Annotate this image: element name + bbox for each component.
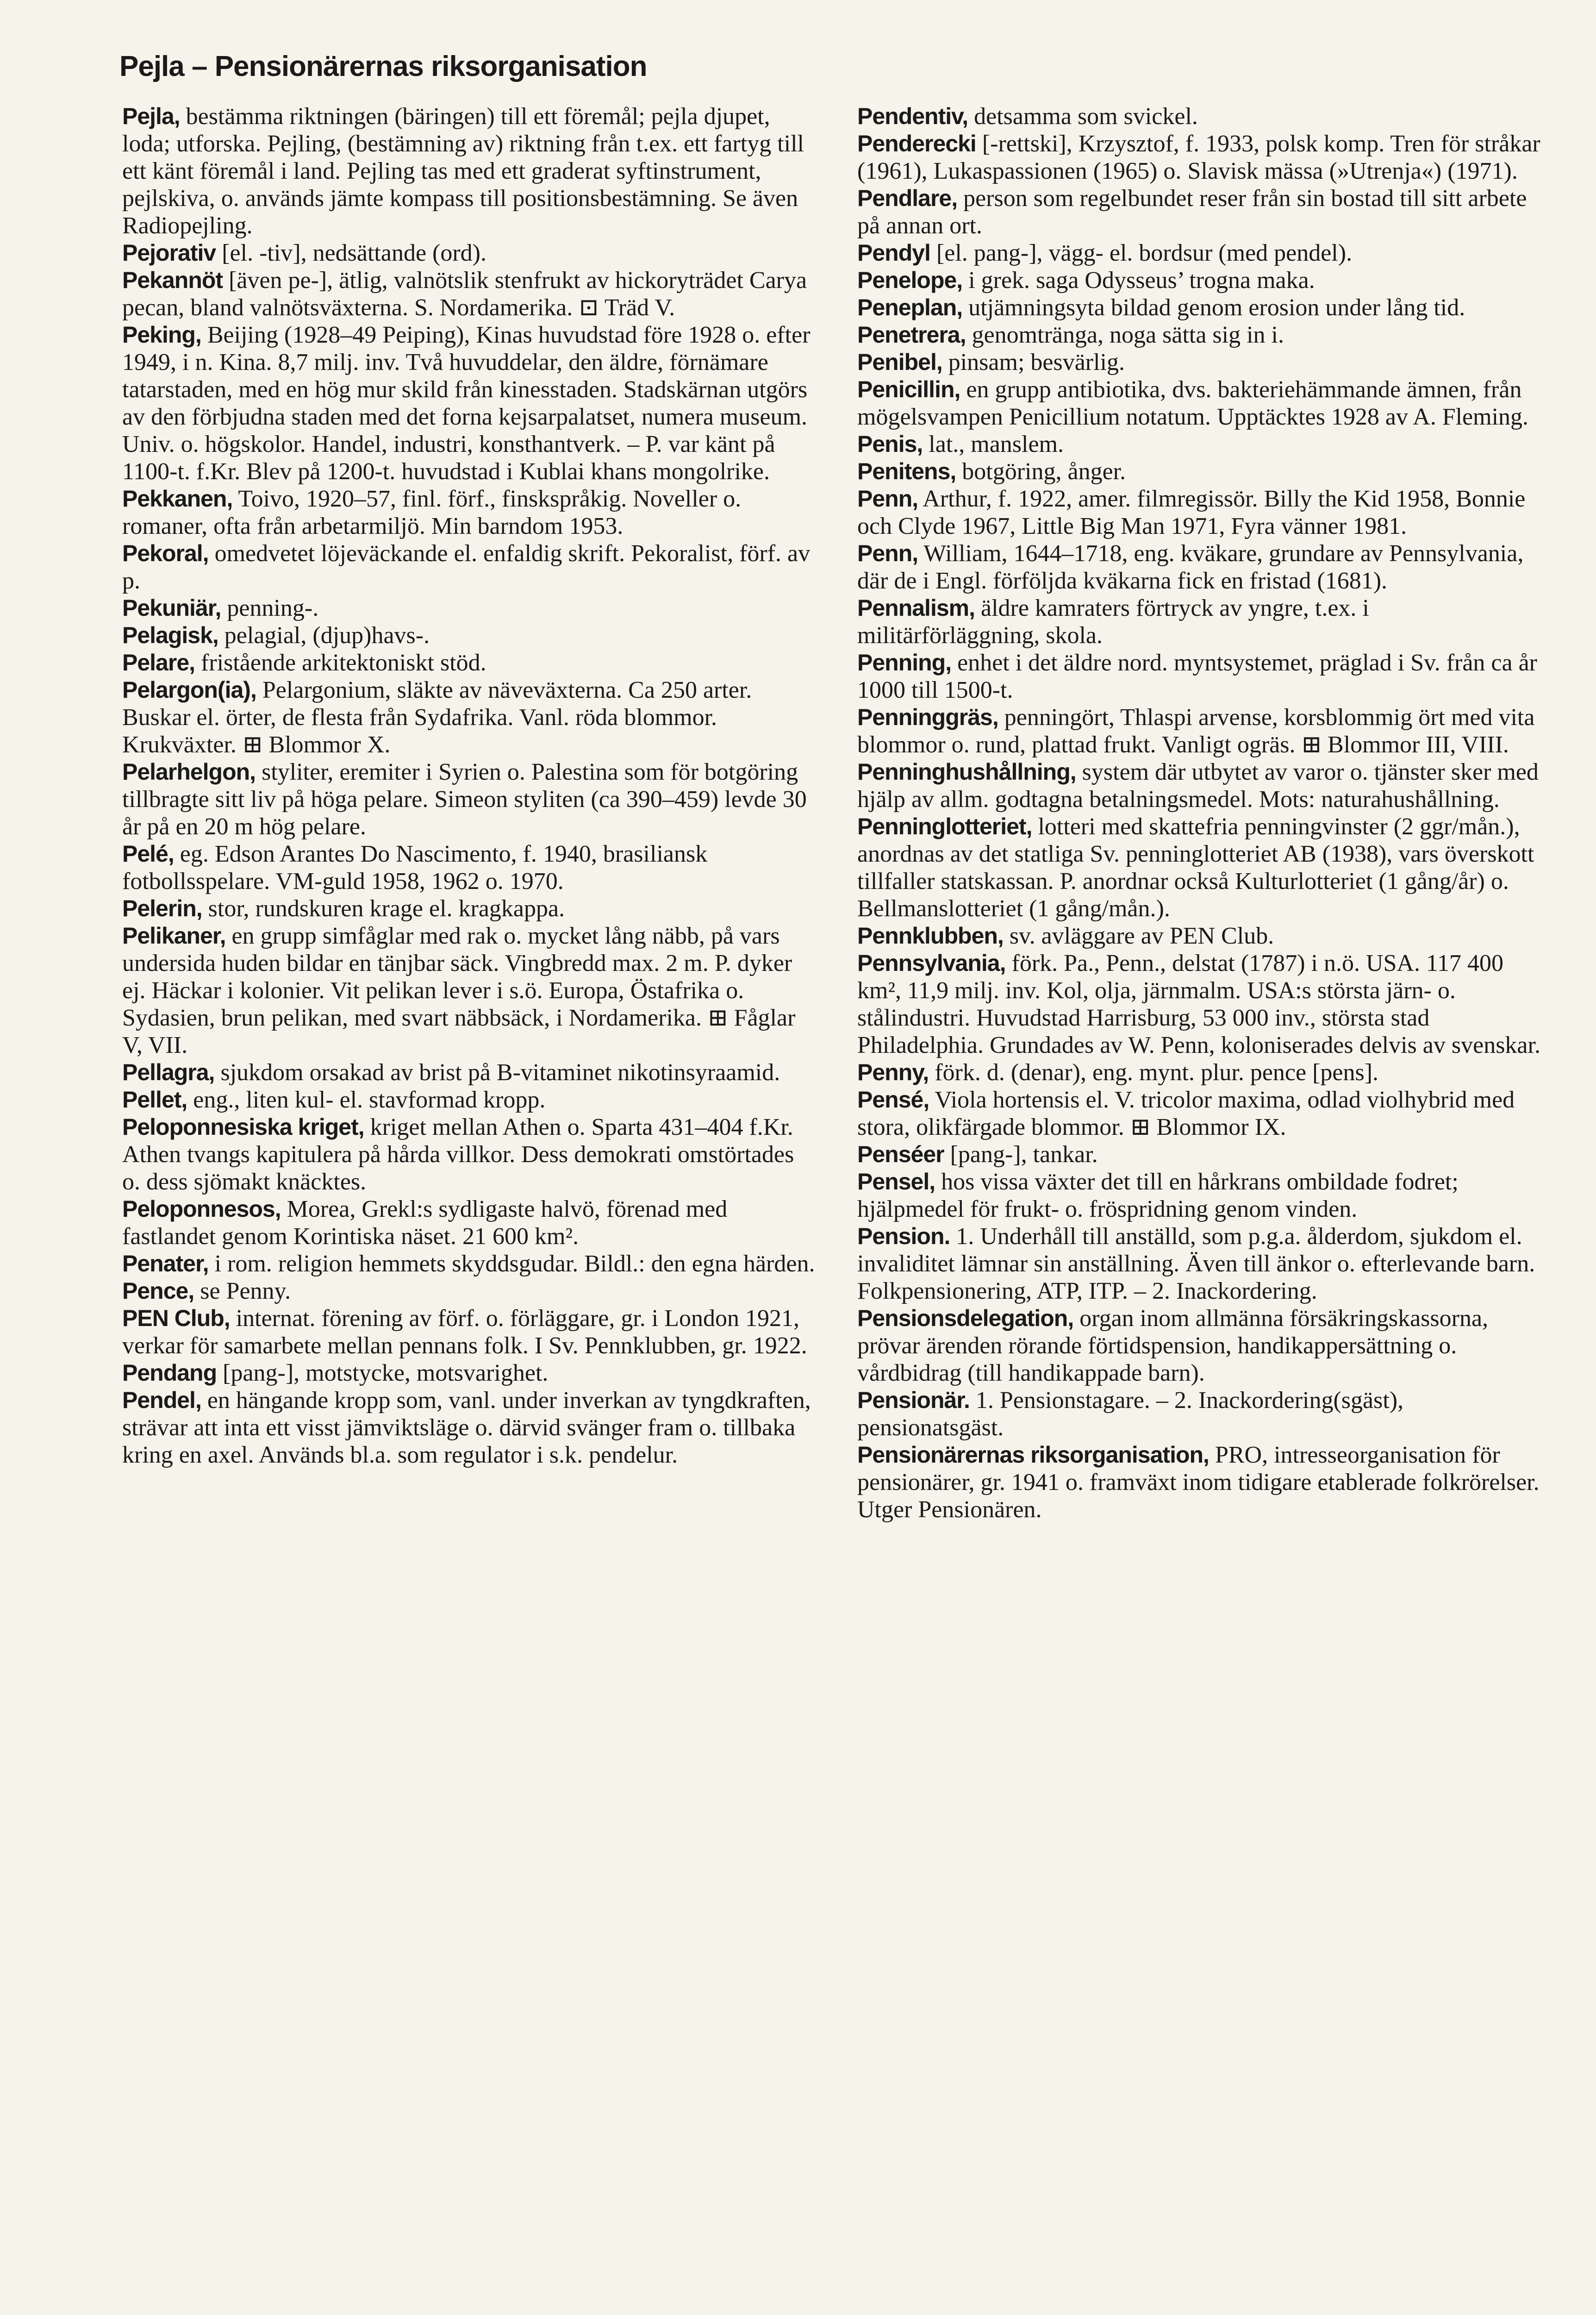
entry-headword: Penninggräs, (857, 704, 998, 730)
dictionary-entry (122, 1359, 817, 1387)
entry-definition: pelagial, (djup)havs-. (218, 622, 430, 649)
dictionary-entry (857, 540, 1552, 594)
entry-headword: Penn, (857, 486, 918, 512)
entry-headword: Pekannöt (122, 267, 223, 293)
entry-headword: Pelarhelgon, (122, 759, 256, 785)
dictionary-entry (857, 1387, 1552, 1441)
entry-definition: botgöring, ånger. (956, 458, 1126, 485)
entry-definition: eng., liten kul- el. stavformad kropp. (187, 1087, 546, 1113)
dictionary-entry (122, 267, 817, 321)
entry-headword: Pellet, (122, 1087, 187, 1113)
dictionary-entry (122, 1387, 817, 1469)
entry-headword: Pekkanen, (122, 486, 233, 512)
entry-definition: [pang-], motstycke, motsvarighet. (217, 1360, 549, 1386)
entry-headword: Penderecki (857, 131, 976, 156)
dictionary-entry (122, 840, 817, 895)
entry-headword: Peloponnesos, (122, 1196, 281, 1222)
entry-headword: Pennsylvania, (857, 950, 1006, 976)
entry-headword: Pekuniär, (122, 595, 221, 621)
entry-headword: Penny, (857, 1059, 929, 1085)
dictionary-entry (122, 594, 817, 622)
entry-definition: en grupp antibiotika, dvs. bakteriehämmande ämnen, från mögelsvampen Penicillium notatum. Upptäcktes 1928 av A. Fleming. (857, 376, 1529, 430)
entry-definition: 1. Pensionstagare. – 2. Inackordering(sgäst), pensionatsgäst. (857, 1387, 1404, 1441)
dictionary-entry (122, 1114, 817, 1195)
entry-definition: [el. pang-], vägg- el. bordsur (med pendel). (930, 240, 1353, 266)
dictionary-entry (857, 813, 1552, 922)
dictionary-entry (122, 649, 817, 676)
dictionary-entry (122, 540, 817, 594)
entry-headword: Penater, (122, 1251, 209, 1276)
entry-headword: Penninghushållning, (857, 759, 1076, 785)
entry-headword: Pensel, (857, 1169, 935, 1195)
dictionary-entry (857, 758, 1552, 813)
entry-definition: kriget mellan Athen o. Sparta 431–404 f.Kr. Athen tvangs kapitulera på hårda villkor. Dess demokrati omstörtades o. dess sjömakt knäcktes. (122, 1114, 794, 1195)
entry-definition: Arthur, f. 1922, amer. filmregissör. Billy the Kid 1958, Bonnie och Clyde 1967, Little Big Man 1971, Fyra vänner 1981. (857, 486, 1526, 539)
entry-definition: eg. Edson Arantes Do Nascimento, f. 1940, brasiliansk fotbollsspelare. VM-guld 1958, 1962 o. 1970. (122, 841, 708, 895)
entry-definition: [pang-], tankar. (944, 1141, 1098, 1168)
dictionary-entry (122, 103, 817, 239)
dictionary-entry (857, 1059, 1552, 1086)
entry-definition: hos vissa växter det till en hårkrans ombildade fodret; hjälpmedel för frukt- o. fröspridning genom vinden. (857, 1169, 1459, 1222)
entry-headword: Pennalism, (857, 595, 975, 621)
entry-definition: penning-. (221, 595, 319, 621)
entry-definition: 1. Underhåll till anställd, som p.g.a. ålderdom, sjukdom el. invaliditet lämnar sin anställning. Även till änkor o. efterlevande barn. Folkpensionering, ATP, ITP. – 2. Inackordering. (857, 1223, 1535, 1304)
entry-definition: system där utbytet av varor o. tjänster sker med hjälp av allm. godtagna betalningsmedel. Mots: naturahushållning. (857, 759, 1539, 813)
entry-headword: Penn, (857, 540, 918, 566)
entry-headword: Pelikaner, (122, 923, 226, 949)
entry-headword: Penicillin, (857, 376, 960, 402)
entry-definition: Toivo, 1920–57, finl. förf., finskspråkig. Noveller o. romaner, ofta från arbetarmiljö. Min barndom 1953. (122, 486, 742, 539)
entry-definition: sv. avläggare av PEN Club. (1003, 923, 1274, 949)
dictionary-entry (122, 1277, 817, 1305)
entry-headword: Pensionsdelegation, (857, 1305, 1074, 1331)
entry-definition: detsamma som svickel. (968, 103, 1198, 130)
entry-definition: en grupp simfåglar med rak o. mycket lång näbb, på vars undersida huden bildar en tänjbar säck. Vingbredd max. 2 m. P. dyker ej. Häckar i kolonier. Vit pelikan lever i s.ö. Europa, Östafrika o. Sydasien, brun pelikan, med svart näbbsäck, i Nordamerika. ⊞ Fåglar V, VII. (122, 923, 796, 1058)
entry-headword: Pelé, (122, 841, 174, 867)
entry-definition: PRO, intresseorganisation för pensionärer, gr. 1941 o. framväxt inom tidigare etablerade folkrörelser. Utger Pensionären. (857, 1442, 1540, 1523)
entry-definition: [även pe-], ätlig, valnötslik stenfrukt av hickoryträdet Carya pecan, bland valnötsväxterna. S. Nordamerika. ⊡ Träd V. (122, 267, 807, 321)
entry-headword: Pendentiv, (857, 103, 968, 129)
entry-headword: Pejla, (122, 103, 180, 129)
dictionary-entry (857, 458, 1552, 485)
dictionary-entry (857, 950, 1552, 1059)
running-head: Pejla – Pensionärernas riksorganisation (119, 50, 647, 82)
dictionary-entry (857, 294, 1552, 321)
entry-headword: PEN Club, (122, 1305, 230, 1331)
entry-definition: förk. d. (denar), eng. mynt. plur. pence [pens]. (929, 1059, 1379, 1086)
entry-headword: Peneplan, (857, 294, 963, 320)
entry-definition: William, 1644–1718, eng. kväkare, grundare av Pennsylvania, där de i Engl. förföljda kväkarna fick en fristad (1681). (857, 540, 1524, 594)
dictionary-entry (857, 594, 1552, 649)
entry-headword: Pelagisk, (122, 622, 218, 648)
entry-definition: bestämma riktningen (bäringen) till ett föremål; pejla djupet, loda; utforska. Pejling, (bestämning av) riktning från t.ex. ett fartyg till ett känt föremål i land. Pejling tas med ett graderat syftinstrument, pejlskiva, o. används jämte kompass till positionsbestämning. Se även Radiopejling. (122, 103, 804, 239)
entry-headword: Penibel, (857, 349, 942, 375)
entry-definition: [-rettski], Krzysztof, f. 1933, polsk komp. Tren för stråkar (1961), Lukaspassionen (1965) o. Slavisk mässa (»Utrenja«) (1971). (857, 131, 1540, 184)
entry-headword: Penning, (857, 650, 952, 676)
entry-definition: organ inom allmänna försäkringskassorna, prövar ärenden rörande förtidspension, handikappersättning o. vårdbidrag (till handikappade barn). (857, 1305, 1489, 1386)
entry-definition: enhet i det äldre nord. myntsystemet, präglad i Sv. från ca år 1000 till 1500-t. (857, 650, 1537, 703)
entry-headword: Penséer (857, 1141, 944, 1167)
entry-definition: en hängande kropp som, vanl. under inverkan av tyngdkraften, strävar att inta ett visst jämviktsläge o. därvid svänger fram o. tillbaka kring en axel. Används bl.a. som regulator i s.k. pendelur. (122, 1387, 811, 1468)
entry-definition: genomtränga, noga sätta sig in i. (966, 322, 1284, 348)
entry-definition: Morea, Grekl:s sydligaste halvö, förenad med fastlandet genom Korintiska näset. 21 600 km². (122, 1196, 728, 1250)
entry-headword: Peking, (122, 322, 201, 348)
dictionary-entry (857, 1168, 1552, 1223)
dictionary-entry (857, 1141, 1552, 1168)
dictionary-entry (857, 349, 1552, 376)
dictionary-entry (122, 1250, 817, 1277)
entry-headword: Penninglotteriet, (857, 813, 1032, 839)
right-column (857, 103, 1552, 1523)
dictionary-entry (857, 239, 1552, 267)
entry-headword: Pelargon(ia), (122, 677, 256, 703)
entry-definition: pinsam; besvärlig. (942, 349, 1125, 375)
entry-definition: i rom. religion hemmets skyddsgudar. Bildl.: den egna härden. (208, 1251, 815, 1277)
dictionary-entry (122, 1086, 817, 1114)
entry-headword: Pelerin, (122, 895, 202, 921)
dictionary-entry (122, 1059, 817, 1086)
dictionary-entry (857, 1305, 1552, 1387)
entry-headword: Pellagra, (122, 1059, 215, 1085)
dictionary-entry (122, 922, 817, 1059)
entry-definition: stor, rundskuren krage el. kragkappa. (202, 895, 565, 922)
dictionary-entry (857, 1223, 1552, 1305)
dictionary-entry (857, 1086, 1552, 1141)
entry-headword: Pendlare, (857, 185, 958, 211)
entry-definition: lotteri med skattefria penningvinster (2 ggr/mån.), anordnas av det statliga Sv. penninglotteriet AB (1938), vars överskott tillfaller statskassan. P. anordnar också Kulturlotteriet (1 gång/år) o. Bellmanslotteriet (1 gång/mån.). (857, 813, 1534, 922)
entry-headword: Pensionärernas riksorganisation, (857, 1442, 1209, 1468)
entry-headword: Pensionär. (857, 1387, 970, 1413)
entry-definition: se Penny. (194, 1278, 291, 1304)
dictionary-entry (857, 321, 1552, 349)
entry-headword: Pelare, (122, 650, 195, 676)
entry-headword: Pejorativ (122, 240, 216, 266)
entry-definition: person som regelbundet reser från sin bostad till sitt arbete på annan ort. (857, 185, 1527, 239)
dictionary-entry (122, 758, 817, 840)
dictionary-entry (857, 103, 1552, 130)
dictionary-entry (122, 239, 817, 267)
entry-definition: styliter, eremiter i Syrien o. Palestina som för botgöring tillbragte sitt liv på höga pelare. Simeon styliten (ca 390–459) levde 30 år på en 20 m hög pelare. (122, 759, 807, 840)
entry-definition: sjukdom orsakad av brist på B-vitaminet nikotinsyraamid. (214, 1059, 780, 1086)
entry-definition: penningört, Thlaspi arvense, korsblommig ört med vita blommor o. rund, plattad frukt. Vanligt ogräs. ⊞ Blommor III, VIII. (857, 704, 1535, 758)
dictionary-entry (857, 130, 1552, 185)
dictionary-entry (857, 704, 1552, 758)
entry-definition: i grek. saga Odysseus’ trogna maka. (962, 267, 1315, 294)
entry-definition: förk. Pa., Penn., delstat (1787) i n.ö. USA. 117 400 km², 11,9 milj. inv. Kol, olja, järnmalm. USA:s största järn- o. stålindustri. Huvudstad Harrisburg, 53 000 inv., största stad Philadelphia. Grundades av W. Penn, koloniserades delvis av svenskar. (857, 950, 1540, 1058)
entry-definition: Viola hortensis el. V. tricolor maxima, odlad violhybrid med stora, olikfärgade blommor. ⊞ Blommor IX. (857, 1087, 1515, 1140)
dictionary-entry (857, 922, 1552, 950)
entry-headword: Pekoral, (122, 540, 209, 566)
dictionary-entry (857, 376, 1552, 431)
dictionary-entry (122, 321, 817, 485)
dictionary-entry (122, 676, 817, 758)
entry-headword: Pence, (122, 1278, 194, 1304)
entry-definition: fristående arkitektoniskt stöd. (195, 650, 486, 676)
entry-definition: äldre kamraters förtryck av yngre, t.ex. i militärförläggning, skola. (857, 595, 1369, 649)
entry-definition: utjämningsyta bildad genom erosion under lång tid. (962, 294, 1465, 321)
entry-definition: lat., manslem. (923, 431, 1064, 457)
dictionary-entry (857, 267, 1552, 294)
left-column (122, 103, 817, 1469)
entry-headword: Penis, (857, 431, 923, 457)
entry-headword: Penetrera, (857, 322, 966, 348)
entry-headword: Pendyl (857, 240, 930, 266)
entry-definition: [el. -tiv], nedsättande (ord). (216, 240, 486, 266)
dictionary-entry (122, 895, 817, 922)
entry-headword: Pensé, (857, 1087, 929, 1113)
entry-headword: Penelope, (857, 267, 963, 293)
dictionary-entry (857, 185, 1552, 239)
entry-definition: internat. förening av förf. o. förläggare, gr. i London 1921, verkar för samarbete mellan pennans folk. I Sv. Pennklubben, gr. 1922. (122, 1305, 807, 1359)
dictionary-entry (857, 431, 1552, 458)
dictionary-entry (857, 485, 1552, 540)
entry-definition: Pelargonium, släkte av näveväxterna. Ca 250 arter. Buskar el. örter, de flesta från Sydafrika. Vanl. röda blommor. Krukväxter. ⊞ Blommor X. (122, 677, 752, 758)
dictionary-entry (122, 485, 817, 540)
dictionary-entry (122, 1305, 817, 1359)
dictionary-entry (857, 1441, 1552, 1523)
entry-headword: Penitens, (857, 458, 956, 484)
entry-headword: Pendel, (122, 1387, 201, 1413)
entry-headword: Pension. (857, 1223, 950, 1249)
entry-headword: Pennklubben, (857, 923, 1004, 949)
entry-headword: Peloponnesiska kriget, (122, 1114, 364, 1140)
entry-definition: Beijing (1928–49 Peiping), Kinas huvudstad före 1928 o. efter 1949, i n. Kina. 8,7 milj. inv. Två huvuddelar, den äldre, förnämare tatarstaden, med en hög mur skild från kinesstaden. Stadskärnan utgörs av den förbjudna staden med det forna kejsarpalatset, numera museum. Univ. o. högskolor. Handel, industri, konsthantverk. – P. var känt på 1100-t. f.Kr. Blev på 1200-t. huvudstad i Kublai khans mongolrike. (122, 322, 810, 485)
dictionary-entry (857, 649, 1552, 704)
entry-headword: Pendang (122, 1360, 217, 1386)
dictionary-entry (122, 622, 817, 649)
dictionary-entry (122, 1195, 817, 1250)
entry-definition: omedvetet löjeväckande el. enfaldig skrift. Pekoralist, förf. av p. (122, 540, 810, 594)
